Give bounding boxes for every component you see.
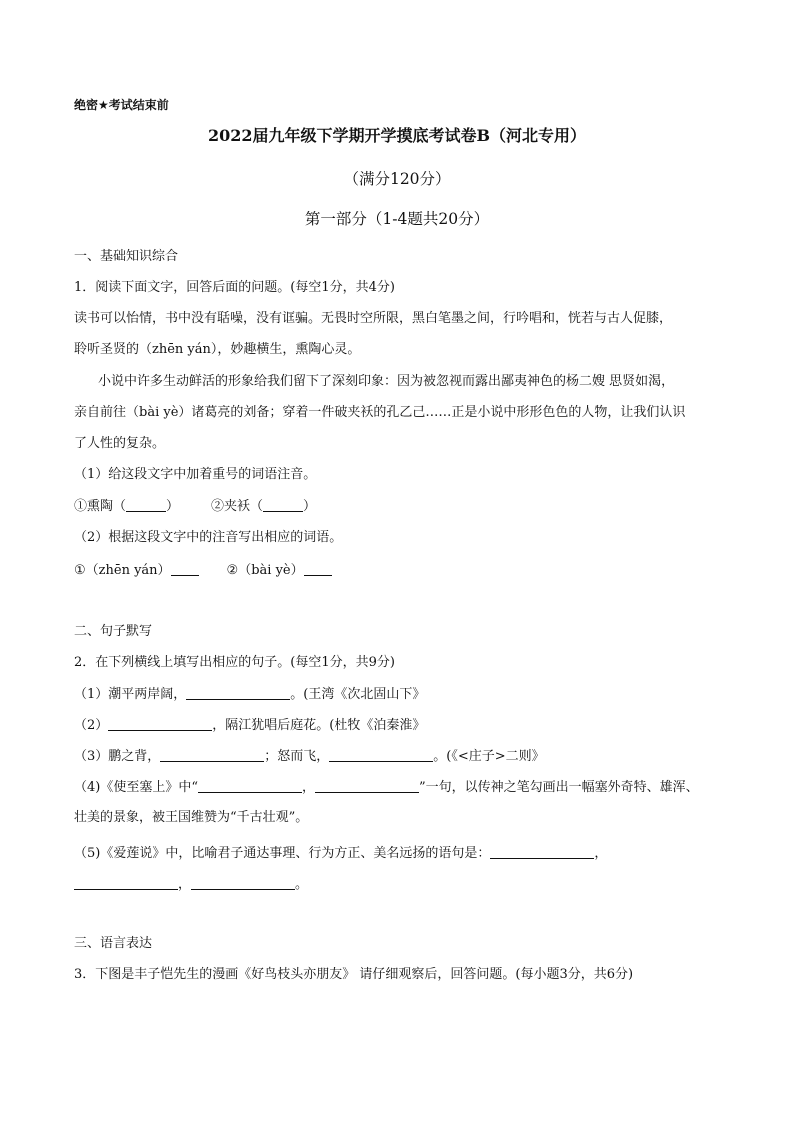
answer-row — [74, 844, 724, 863]
item-label: （1）潮平两岸阔， — [74, 687, 187, 702]
answer-blank[interactable] — [304, 561, 332, 576]
sub-question: （1）给这段文字中加着重号的词语注音。 — [74, 467, 317, 482]
section-heading: 一、基础知识综合 — [74, 249, 179, 264]
answer-row — [74, 685, 724, 704]
item-label: （5)《爱莲说》中，比喻君子通达事理、行为方正、美名远扬的语句是： — [74, 846, 491, 861]
item-label: 。(王湾《次北固山下》 — [290, 687, 426, 702]
answer-row — [74, 747, 724, 766]
answer-blank[interactable] — [171, 561, 199, 576]
item-label: ①熏陶（ — [74, 499, 127, 514]
answer-row — [74, 716, 724, 735]
answer-blank[interactable] — [490, 844, 594, 859]
item-label: ；怒而飞， — [264, 749, 330, 764]
question-stem: 1．阅读下面文字，回答后面的问题。(每空1分，共4分) — [74, 280, 395, 295]
answer-blank[interactable] — [198, 778, 302, 793]
exam-title: 2022届九年级下学期开学摸底考试卷B（河北专用） — [207, 126, 587, 145]
item-label: 。 — [295, 877, 309, 892]
question-stem: 3．下图是丰子恺先生的漫画《好鸟枝头亦朋友》 请仔细观察后，回答问题。(每小题3分，共6分) — [74, 967, 634, 982]
passage-line: 读书可以怡情，书中没有聒噪，没有诓骗。无畏时空所限，黑白笔墨之间，行吟唱和，恍若与古人促膝， — [74, 311, 673, 326]
item-label: ） — [303, 499, 317, 514]
answer-blank[interactable] — [191, 875, 295, 890]
item-label: ①（zhēn yán） — [74, 563, 171, 578]
passage-line: 聆听圣贤的（zhēn yán），妙趣横生，熏陶心灵。 — [74, 342, 361, 357]
section-heading: 二、句子默写 — [74, 624, 153, 639]
answer-row — [74, 778, 724, 797]
answer-blank[interactable] — [74, 875, 178, 890]
item-label: （2） — [74, 718, 109, 733]
answer-row — [74, 561, 724, 580]
sub-question: （2）根据这段文字中的注音写出相应的词语。 — [74, 530, 343, 545]
answer-blank[interactable] — [329, 747, 433, 762]
answer-row — [74, 497, 724, 516]
answer-blank[interactable] — [263, 497, 303, 512]
passage-line: 了人性的复杂。 — [74, 436, 166, 451]
item-label: ， — [594, 846, 608, 861]
passage-line: 亲自前往（bài yè）诸葛亮的刘备；穿着一件破夹袄的孔乙己……正是小说中形形色色的人物，让我们认识 — [74, 405, 686, 420]
item-label: ”一句，以传神之笔勾画出一幅塞外奇特、雄浑、 — [419, 780, 699, 795]
item-label: （3）鹏之背， — [74, 749, 161, 764]
item-label: （4)《使至塞上》中“ — [74, 780, 198, 795]
full-score: （满分120分） — [343, 170, 451, 188]
answer-row — [74, 875, 724, 894]
item-label: ②（bài yè） — [226, 563, 304, 578]
confidential-label: 绝密★考试结束前 — [74, 98, 169, 112]
item-label: ） — [166, 499, 180, 514]
answer-blank[interactable] — [160, 747, 264, 762]
item-label: 。(《<庄子>二则》 — [433, 749, 545, 764]
item-label: ， — [178, 877, 192, 892]
answer-blank[interactable] — [315, 778, 419, 793]
question-stem: 2．在下列横线上填写出相应的句子。(每空1分，共9分) — [74, 655, 395, 670]
item-label: ， — [302, 780, 316, 795]
passage-line: 壮美的景象，被王国维赞为“千古壮观”。 — [74, 810, 309, 825]
part-heading: 第一部分（1-4题共20分） — [304, 210, 490, 228]
passage-line: 小说中许多生动鲜活的形象给我们留下了深刻印象：因为被忽视而露出鄙夷神色的杨二嫂 思贤如渴， — [98, 374, 675, 389]
answer-blank[interactable] — [126, 497, 166, 512]
item-label: ②夹袄（ — [211, 499, 264, 514]
item-label: ，隔江犹唱后庭花。(杜牧《泊秦淮》 — [212, 718, 426, 733]
answer-blank[interactable] — [108, 716, 212, 731]
section-heading: 三、语言表达 — [74, 936, 153, 951]
answer-blank[interactable] — [186, 685, 290, 700]
